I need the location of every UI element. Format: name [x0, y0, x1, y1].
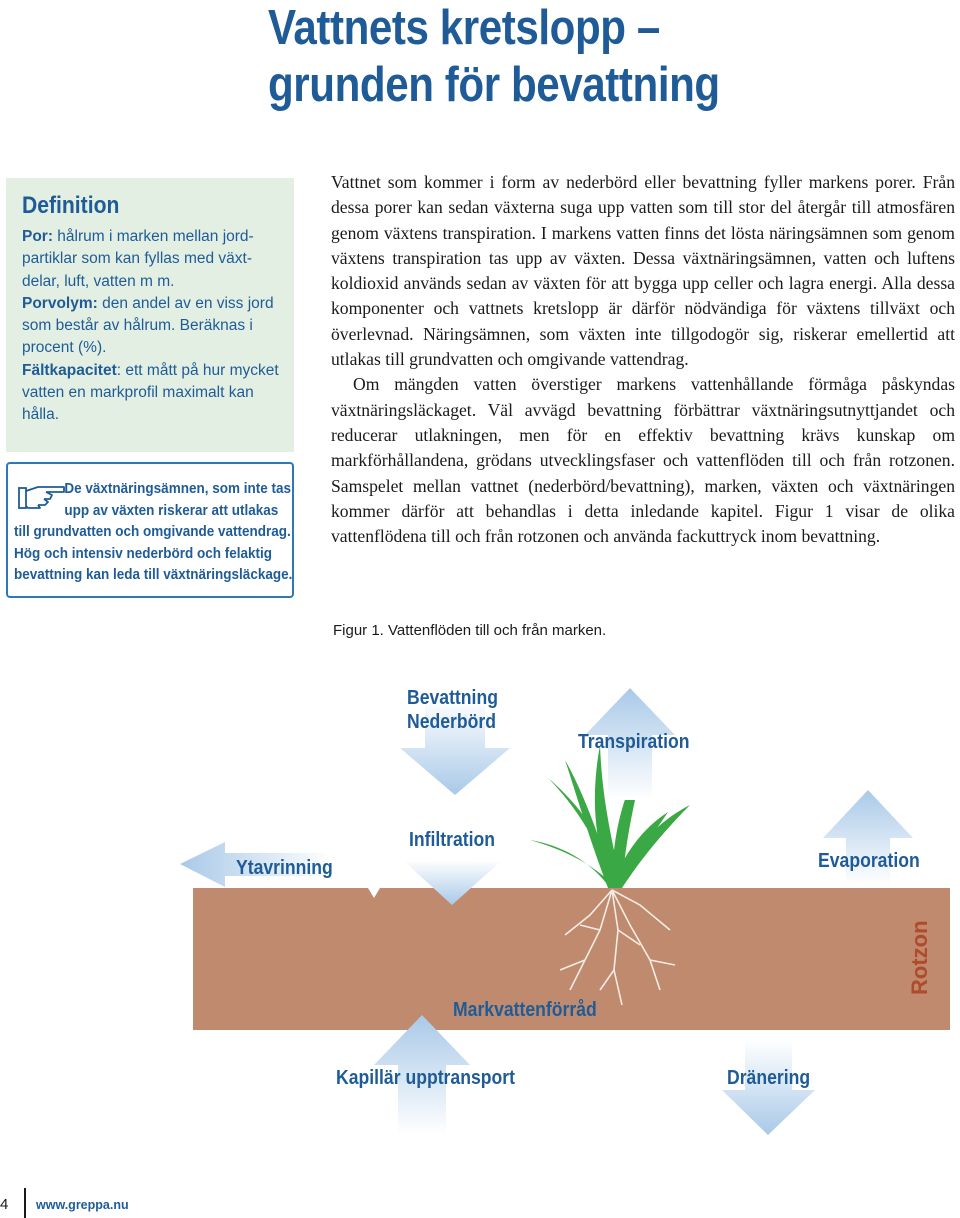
- tip-line-1: De växtnäringsämnen, som inte tas: [64, 480, 291, 497]
- label-dranering: Dränering: [727, 1067, 811, 1089]
- definition-por-text: hålrum i marken mellan jordpartiklar som kan fyllas med växtdelar, luft, vatten m m.: [22, 228, 254, 290]
- label-nederbord: Nederbörd: [407, 711, 496, 733]
- tip-text: [14, 478, 293, 586]
- tip-line-3: till grundvatten och omgivande vattendrag.: [14, 523, 291, 540]
- page-number: 4: [0, 1196, 9, 1213]
- tip-box: [6, 462, 294, 598]
- term-por: Por:: [22, 228, 53, 245]
- definition-por: [22, 226, 284, 293]
- page-title-line-2: grunden för bevattning: [268, 58, 720, 112]
- label-ytavrinning: Ytavrinning: [236, 857, 333, 879]
- definition-faltkapacitet-text: : ett mått på hur mycket vatten en markprofil maximalt kan hålla.: [22, 361, 279, 424]
- tip-line-2: upp av växten riskerar att utlakas: [64, 501, 279, 519]
- label-infiltration: Infiltration: [409, 829, 496, 851]
- body-paragraph-1: Vattnet som kommer i form av nederbörd eller bevattning fyller markens porer. Från dessa porer kan sedan växterna suga upp vatten som till stor del återgår till atmosfären genom växtens transpiration. I markens vatten finns det lösta näringsämnen som genom växtens transpiration tas upp av växten. Dessa växtnäringsämnen, vatten och luftens koldioxid används sedan av växten för att bygga upp celler och lagra energi. Alla dessa komponenter och vattnets kretslopp är därför nödvändiga för växtens tillväxt och överlevnad. Näringsämnen, som växten inte tillgodogör sig, riskerar emellertid att utlakas till grundvatten och omgivande vattendrag.: [331, 172, 955, 370]
- definition-box: [6, 178, 294, 452]
- definition-porvolym: [22, 293, 284, 360]
- label-markvattenforrad: Markvattenförråd: [453, 999, 597, 1021]
- definition-faltkapacitet: [22, 360, 284, 427]
- footer-url[interactable]: www.greppa.nu: [36, 1198, 129, 1212]
- definition-porvolym-text: den andel av en viss jord som består av hålrum. Beräknas i procent (%).: [22, 294, 274, 357]
- label-kapillar-upptransport: Kapillär upptransport: [336, 1067, 515, 1089]
- term-porvolym: Porvolym:: [22, 294, 98, 312]
- definition-heading: Definition: [22, 192, 120, 219]
- label-rotzon: Rotzon: [907, 920, 932, 995]
- term-faltkapacitet: Fältkapacitet: [22, 361, 117, 379]
- label-evaporation: Evaporation: [818, 850, 920, 872]
- label-bevattning: Bevattning: [407, 687, 498, 709]
- footer-divider: [24, 1188, 26, 1218]
- page-title: [268, 0, 720, 114]
- page-title-line-1: Vattnets kretslopp –: [268, 1, 660, 55]
- figure-caption: Figur 1. Vattenflöden till och från marken.: [333, 622, 607, 639]
- tip-line-4: Hög och intensiv nederbörd och felaktig: [14, 544, 273, 562]
- label-transpiration: Transpiration: [578, 731, 690, 753]
- body-paragraph-2: Om mängden vatten överstiger markens vattenhållande förmåga påskyndas växtnäringsläckaget. Väl avvägd bevattning förbättrar växtnäringsutnyttjandet och reducerar utlakningen, men för en effektiv bevattning krävs kunskap om markförhållandena, grödans utvecklingsfaser och vattenflöden till och från rotzonen. Samspelet mellan vattnet (nederbörd/bevattning), marken, växten och växtnäringen kommer därför att behandlas i detta inledande kapitel. Figur 1 visar de olika vattenflödena till och från rotzonen och använda fackuttryck inom bevattning.: [331, 374, 955, 547]
- tip-line-5: bevattning kan leda till växtnäringsläckage.: [14, 566, 293, 583]
- body-text: [331, 170, 955, 549]
